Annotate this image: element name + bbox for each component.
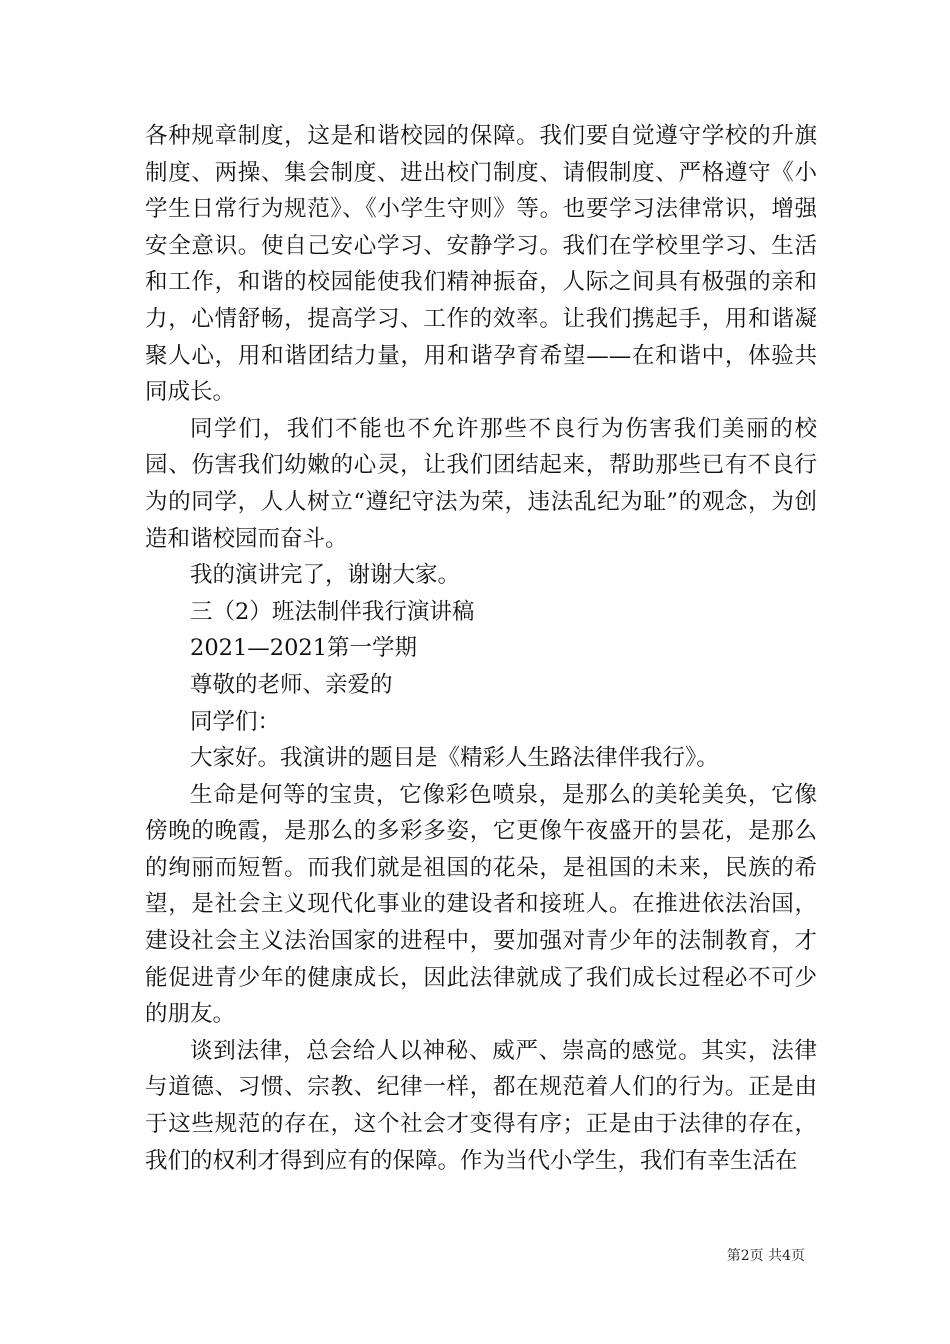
page-number-footer: 第2页 共4页 bbox=[726, 1248, 805, 1264]
paragraph-6: 尊敬的老师、亲爱的 bbox=[190, 671, 393, 698]
paragraph-4: 三（2）班法制伴我行演讲稿 bbox=[190, 598, 475, 625]
paragraph-9: 生命是何等的宝贵，它像彩色喷泉，是那么的美轮美奂，它像傍晚的晚霞，是那么的多彩多姿，它更像午夜盛开的昙花，是那么的绚丽而短暂。而我们就是祖国的花朵，是祖国的未来，民族的希望，是社会主义现代化事业的建设者和接班人。在推进依法治国，建设社会主义法治国家的进程中，要加强对青少年的法制教育，才能促进青少年的健康成长，因此法律就成了我们成长过程必不可少的朋友。 bbox=[145, 781, 817, 1028]
paragraph-5: 2021—2021第一学期 bbox=[190, 635, 418, 662]
document-body bbox=[145, 118, 817, 1179]
paragraph-3: 我的演讲完了，谢谢大家。 bbox=[190, 562, 461, 589]
paragraph-1: 各种规章制度，这是和谐校园的保障。我们要自觉遵守学校的升旗制度、两操、集会制度、进出校门制度、请假制度、严格遵守《小学生日常行为规范》、《小学生守则》等。也要学习法律常识，增强安全意识。使自己安心学习、安静学习。我们在学校里学习、生活和工作，和谐的校园能使我们精神振奋，人际之间具有极强的亲和力，心情舒畅，提高学习、工作的效率。让我们携起手，用和谐凝聚人心，用和谐团结力量，用和谐孕育希望——在和谐中，体验共同成长。 bbox=[145, 123, 817, 406]
paragraph-8: 大家好。我演讲的题目是《精彩人生路法律伴我行》。 bbox=[190, 745, 719, 772]
paragraph-7: 同学们： bbox=[190, 708, 281, 735]
paragraph-10: 谈到法律，总会给人以神秘、威严、崇高的感觉。其实，法律与道德、习惯、宗教、纪律一样，都在规范着人们的行为。正是由于这些规范的存在，这个社会才变得有序；正是由于法律的存在，我们的权利才得到应有的保障。作为当代小学生，我们有幸生活在 bbox=[145, 1037, 817, 1174]
paragraph-2: 同学们，我们不能也不允许那些不良行为伤害我们美丽的校园、伤害我们幼嫩的心灵，让我们团结起来，帮助那些已有不良行为的同学，人人树立“遵纪守法为荣，违法乱纪为耻”的观念，为创造和谐校园而奋斗。 bbox=[145, 415, 817, 552]
